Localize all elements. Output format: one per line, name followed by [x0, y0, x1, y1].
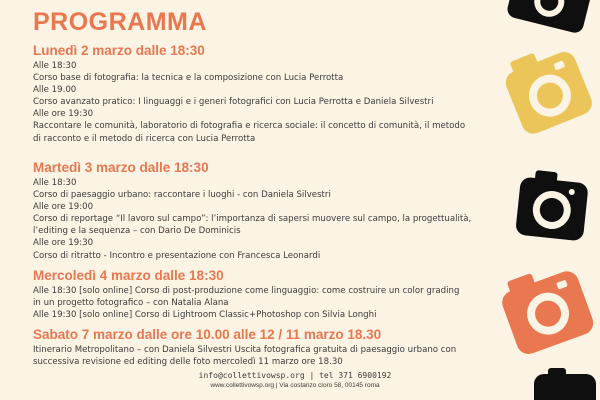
program-line: l’editing e la sequenza – con Dario De Dominicis	[33, 226, 241, 237]
program-line: Alle 18:30	[33, 178, 77, 188]
program-line: Raccontare le comunità, laboratorio di fotografia e ricerca sociale: il concetto di comunità, il metodo	[33, 121, 466, 132]
program-line: Corso avanzato pratico: I linguaggi e i generi fotografici con Lucia Perrotta e Daniela Silvestri	[33, 97, 434, 108]
day-program-saturday	[33, 344, 473, 368]
program-line: di racconto e il metodo di ricerca con Lucia Perrotta	[33, 133, 256, 144]
day-heading-tuesday: Martedì 3 marzo dalle 18:30	[33, 160, 209, 175]
program-line: Alle 19.00	[33, 85, 77, 96]
program-line: Itinerario Metropolitano – con Daniela Silvestri Uscita fotografica gratuita di paesaggio urbano con	[33, 345, 457, 355]
day-heading-wednesday: Mercoledì 4 marzo dalle 18:30	[33, 268, 224, 283]
camera-icon	[512, 168, 592, 246]
program-line: in un progetto fotografico – con Natalia Alana	[33, 298, 229, 309]
footer-address: www.collettivowsp.org | Via costanzo cloro 58, 00145 roma	[210, 382, 380, 389]
camera-icon	[528, 368, 600, 400]
program-line: Corso di paesaggio urbano: raccontare i luoghi - con Daniela Silvestri	[33, 190, 331, 201]
day-heading-monday: Lunedì 2 marzo dalle 18:30	[33, 43, 205, 58]
day-program-wednesday	[33, 285, 473, 321]
program-line: Alle 19:30 [solo online] Corso di Lightroom Classic+Photoshop con Silvia Longhi	[33, 310, 377, 321]
program-line: Alle 18:30 [solo online] Corso di post-produzione come linguaggio: come costruire un color grading	[33, 286, 460, 296]
footer-contact: info@collettivowsp.org | tel 371 6900192	[198, 371, 392, 380]
program-line: Alle ore 19:00	[33, 202, 94, 213]
camera-icon	[496, 256, 596, 356]
page-title: PROGRAMMA	[33, 8, 207, 36]
day-program-monday	[33, 60, 473, 145]
program-line: Corso base di fotografia: la tecnica e la composizione con Lucia Perrotta	[33, 73, 344, 84]
program-line: Alle ore 19:30	[33, 109, 94, 120]
camera-icon	[503, 36, 595, 154]
program-line: successiva revisione ed editing delle foto mercoledì 11 marzo ore 18.30	[33, 357, 343, 368]
program-line: Alle ore 19:30	[33, 238, 94, 249]
day-heading-saturday: Sabato 7 marzo dalle ore 10.00 alle 12 / 11 marzo 18.30	[33, 327, 382, 342]
day-program-tuesday	[33, 177, 473, 262]
program-line: Alle 18:30	[33, 61, 77, 71]
camera-icon	[505, 0, 595, 33]
program-line: Corso di ritratto - Incontro e presentazione con Francesca Leonardi	[33, 250, 321, 261]
program-line: Corso di reportage “Il lavoro sul campo”: l’importanza di sapersi muovere sul campo, la progettualità,	[33, 214, 472, 225]
